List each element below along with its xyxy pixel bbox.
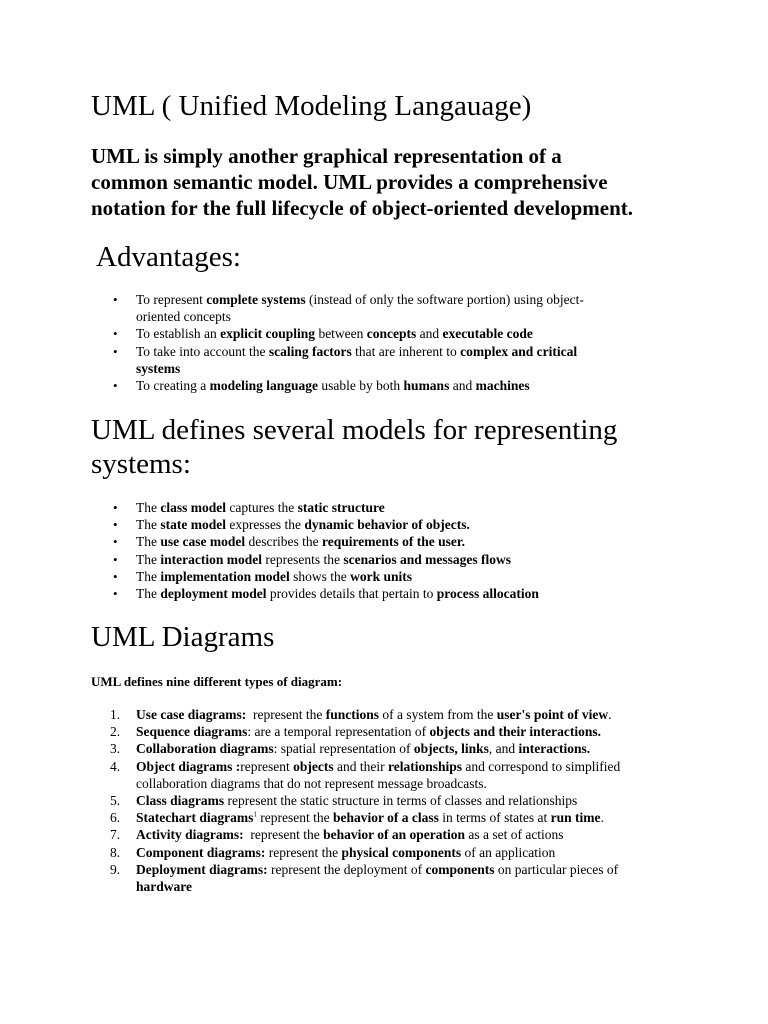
bullet-icon: • <box>113 378 118 394</box>
intro-line: notation for the full lifecycle of object-oriented development. <box>91 196 633 220</box>
diagram-item: 4. Object diagrams :represent objects and their relationships and correspond to simplified collaboration diagrams that do not represent message broadcasts. <box>110 758 621 791</box>
diagram-item: 3. Collaboration diagrams: spatial representation of objects, links, and interactions. <box>110 741 591 757</box>
item-number: 8. <box>110 844 121 860</box>
item-number: 5. <box>110 793 121 809</box>
model-item: • The implementation model shows the work units <box>113 568 413 584</box>
item-number: 9. <box>110 861 121 877</box>
diagram-item: 5. Class diagrams represent the static structure in terms of classes and relationships <box>110 793 578 809</box>
model-item: • The state model expresses the dynamic behavior of objects. <box>113 517 470 533</box>
bullet-icon: • <box>113 534 118 550</box>
advantage-item <box>0 325 656 342</box>
advantage-item-line: To creating a modeling language usable by both humans and machines <box>136 378 530 394</box>
item-number: 7. <box>110 827 121 843</box>
footnote-marker: 1 <box>253 810 257 819</box>
bullet-icon: • <box>113 326 118 342</box>
diagram-item: 6. Statechart diagrams$^1$ represent the behavior of a class in terms of states at run time. <box>110 810 604 826</box>
intro-line: UML is simply another graphical representation of a <box>91 144 562 168</box>
advantage-item-line: oriented concepts <box>136 309 231 325</box>
models-heading-line: UML defines several models for representing <box>91 414 618 446</box>
advantages-list <box>0 291 656 394</box>
advantage-item <box>0 291 656 325</box>
page-title: UML ( Unified Modeling Langauage) <box>91 90 532 122</box>
item-number: 1. <box>110 707 121 722</box>
bullet-icon: • <box>113 500 118 515</box>
model-item: • The use case model describes the requirements of the user. <box>113 534 465 550</box>
diagram-item: 8. Component diagrams: represent the physical components of an application <box>110 844 556 860</box>
item-number: 2. <box>110 724 121 740</box>
advantage-item-line: To take into account the scaling factors that are inherent to complex and critical <box>136 343 578 359</box>
bullet-icon: • <box>113 586 118 602</box>
intro-line: common semantic model. UML provides a comprehensive <box>91 170 608 194</box>
bullet-icon: • <box>113 568 118 584</box>
advantage-item-line: systems <box>136 360 181 376</box>
bullet-icon: • <box>113 517 118 533</box>
model-item: • The class model captures the static structure <box>113 500 385 515</box>
advantages-heading: Advantages: <box>96 241 241 273</box>
diagram-item: 7. Activity diagrams: represent the behavior of an operation as a set of actions <box>110 827 564 843</box>
bullet-icon: • <box>113 551 118 567</box>
model-item: • The interaction model represents the scenarios and messages flows <box>113 551 511 567</box>
models-heading-line: systems: <box>91 448 191 480</box>
bullet-icon: • <box>113 292 118 307</box>
item-number: 3. <box>110 741 121 757</box>
advantage-item-line: To represent complete systems (instead of only the software portion) using object- <box>136 292 584 307</box>
models-list <box>0 499 656 602</box>
model-item: • The deployment model provides details that pertain to process allocation <box>113 586 539 602</box>
bullet-icon: • <box>113 343 118 359</box>
diagram-types-list <box>0 706 686 895</box>
advantage-item-line: To establish an explicit coupling between concepts and executable code <box>136 326 533 342</box>
advantage-item <box>0 377 656 394</box>
advantage-item <box>0 343 656 377</box>
item-number: 4. <box>110 758 121 774</box>
diagram-item: 1. Use case diagrams: represent the functions of a system from the user's point of view. <box>110 707 612 722</box>
models-heading <box>91 413 741 481</box>
item-number: 6. <box>110 810 121 826</box>
diagrams-heading: UML Diagrams <box>91 621 275 653</box>
diagram-item: 2. Sequence diagrams: are a temporal representation of objects and their interactions. <box>110 724 602 740</box>
intro-paragraph <box>91 143 731 221</box>
diagrams-intro: UML defines nine different types of diagram: <box>91 674 343 689</box>
diagram-item: 9. Deployment diagrams: represent the deployment of components on particular pieces of hardware <box>110 861 619 895</box>
